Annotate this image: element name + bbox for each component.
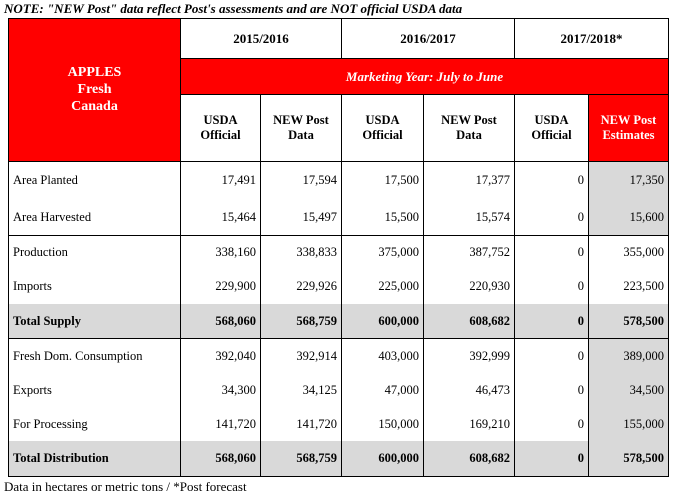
commodity-title: APPLES Fresh Canada [9, 19, 181, 162]
table-cell: 15,464 [181, 199, 261, 235]
row-label: Total Supply [9, 304, 181, 339]
table-cell: 220,930 [424, 270, 515, 304]
table-cell: 141,720 [261, 407, 342, 441]
col-usda-official: USDA Official [342, 95, 424, 161]
table-cell: 17,594 [261, 161, 342, 199]
table-cell: 17,377 [424, 161, 515, 199]
table-cell: 225,000 [342, 270, 424, 304]
table-row [9, 373, 669, 407]
table-row-total [9, 304, 669, 339]
year-header-2016: 2016/2017 [342, 19, 515, 59]
table-cell: 389,000 [589, 339, 669, 373]
table-cell: 0 [515, 199, 589, 235]
table-cell: 392,914 [261, 339, 342, 373]
table-cell: 34,125 [261, 373, 342, 407]
col-new-post-data: NEW Post Data [424, 95, 515, 161]
table-cell: 568,759 [261, 304, 342, 339]
table-cell: 0 [515, 270, 589, 304]
table-cell: 0 [515, 339, 589, 373]
table-cell: 403,000 [342, 339, 424, 373]
row-label: Area Planted [9, 161, 181, 199]
table-cell: 17,350 [589, 161, 669, 199]
col-new-post-estimates: NEW Post Estimates [589, 95, 669, 161]
table-row [9, 407, 669, 441]
table-cell: 392,040 [181, 339, 261, 373]
col-new-post-data: NEW Post Data [261, 95, 342, 161]
table-cell: 0 [515, 373, 589, 407]
table-cell: 578,500 [589, 441, 669, 476]
table-cell: 34,300 [181, 373, 261, 407]
table-cell: 608,682 [424, 304, 515, 339]
table-cell: 568,759 [261, 441, 342, 476]
row-label: For Processing [9, 407, 181, 441]
row-label: Exports [9, 373, 181, 407]
col-usda-official: USDA Official [515, 95, 589, 161]
table-cell: 34,500 [589, 373, 669, 407]
table-cell: 155,000 [589, 407, 669, 441]
table-cell: 223,500 [589, 270, 669, 304]
table-cell: 338,833 [261, 235, 342, 269]
table-row [9, 235, 669, 269]
table-cell: 392,999 [424, 339, 515, 373]
table-cell: 355,000 [589, 235, 669, 269]
table-cell: 568,060 [181, 304, 261, 339]
table-row [9, 270, 669, 304]
row-label: Fresh Dom. Consumption [9, 339, 181, 373]
table-cell: 15,574 [424, 199, 515, 235]
table-cell: 0 [515, 304, 589, 339]
table-cell: 46,473 [424, 373, 515, 407]
row-label: Area Harvested [9, 199, 181, 235]
table-cell: 169,210 [424, 407, 515, 441]
table-row [9, 199, 669, 235]
table-cell: 0 [515, 235, 589, 269]
footnote: Data in hectares or metric tons / *Post forecast [4, 479, 247, 494]
table-cell: 0 [515, 161, 589, 199]
table-cell: 17,491 [181, 161, 261, 199]
table-cell: 375,000 [342, 235, 424, 269]
table-cell: 141,720 [181, 407, 261, 441]
table-row [9, 339, 669, 373]
table-cell: 0 [515, 407, 589, 441]
table-cell: 150,000 [342, 407, 424, 441]
table-cell: 608,682 [424, 441, 515, 476]
table-cell: 15,600 [589, 199, 669, 235]
table-cell: 387,752 [424, 235, 515, 269]
year-header-2017: 2017/2018* [515, 19, 669, 59]
col-usda-official: USDA Official [181, 95, 261, 161]
year-header-2015: 2015/2016 [181, 19, 342, 59]
table-cell: 229,926 [261, 270, 342, 304]
table-row [9, 161, 669, 199]
table-cell: 600,000 [342, 304, 424, 339]
psd-table [8, 18, 669, 477]
table-cell: 568,060 [181, 441, 261, 476]
table-cell: 15,497 [261, 199, 342, 235]
table-cell: 0 [515, 441, 589, 476]
table-cell: 338,160 [181, 235, 261, 269]
disclaimer-note: NOTE: "NEW Post" data reflect Post's assessments and are NOT official USDA data [4, 1, 463, 16]
table-cell: 17,500 [342, 161, 424, 199]
table-cell: 229,900 [181, 270, 261, 304]
table-cell: 47,000 [342, 373, 424, 407]
table-cell: 600,000 [342, 441, 424, 476]
row-label: Total Distribution [9, 441, 181, 476]
row-label: Imports [9, 270, 181, 304]
table-cell: 15,500 [342, 199, 424, 235]
table-cell: 578,500 [589, 304, 669, 339]
row-label: Production [9, 235, 181, 269]
marketing-year-banner: Marketing Year: July to June [181, 59, 669, 95]
table-row-total [9, 441, 669, 476]
